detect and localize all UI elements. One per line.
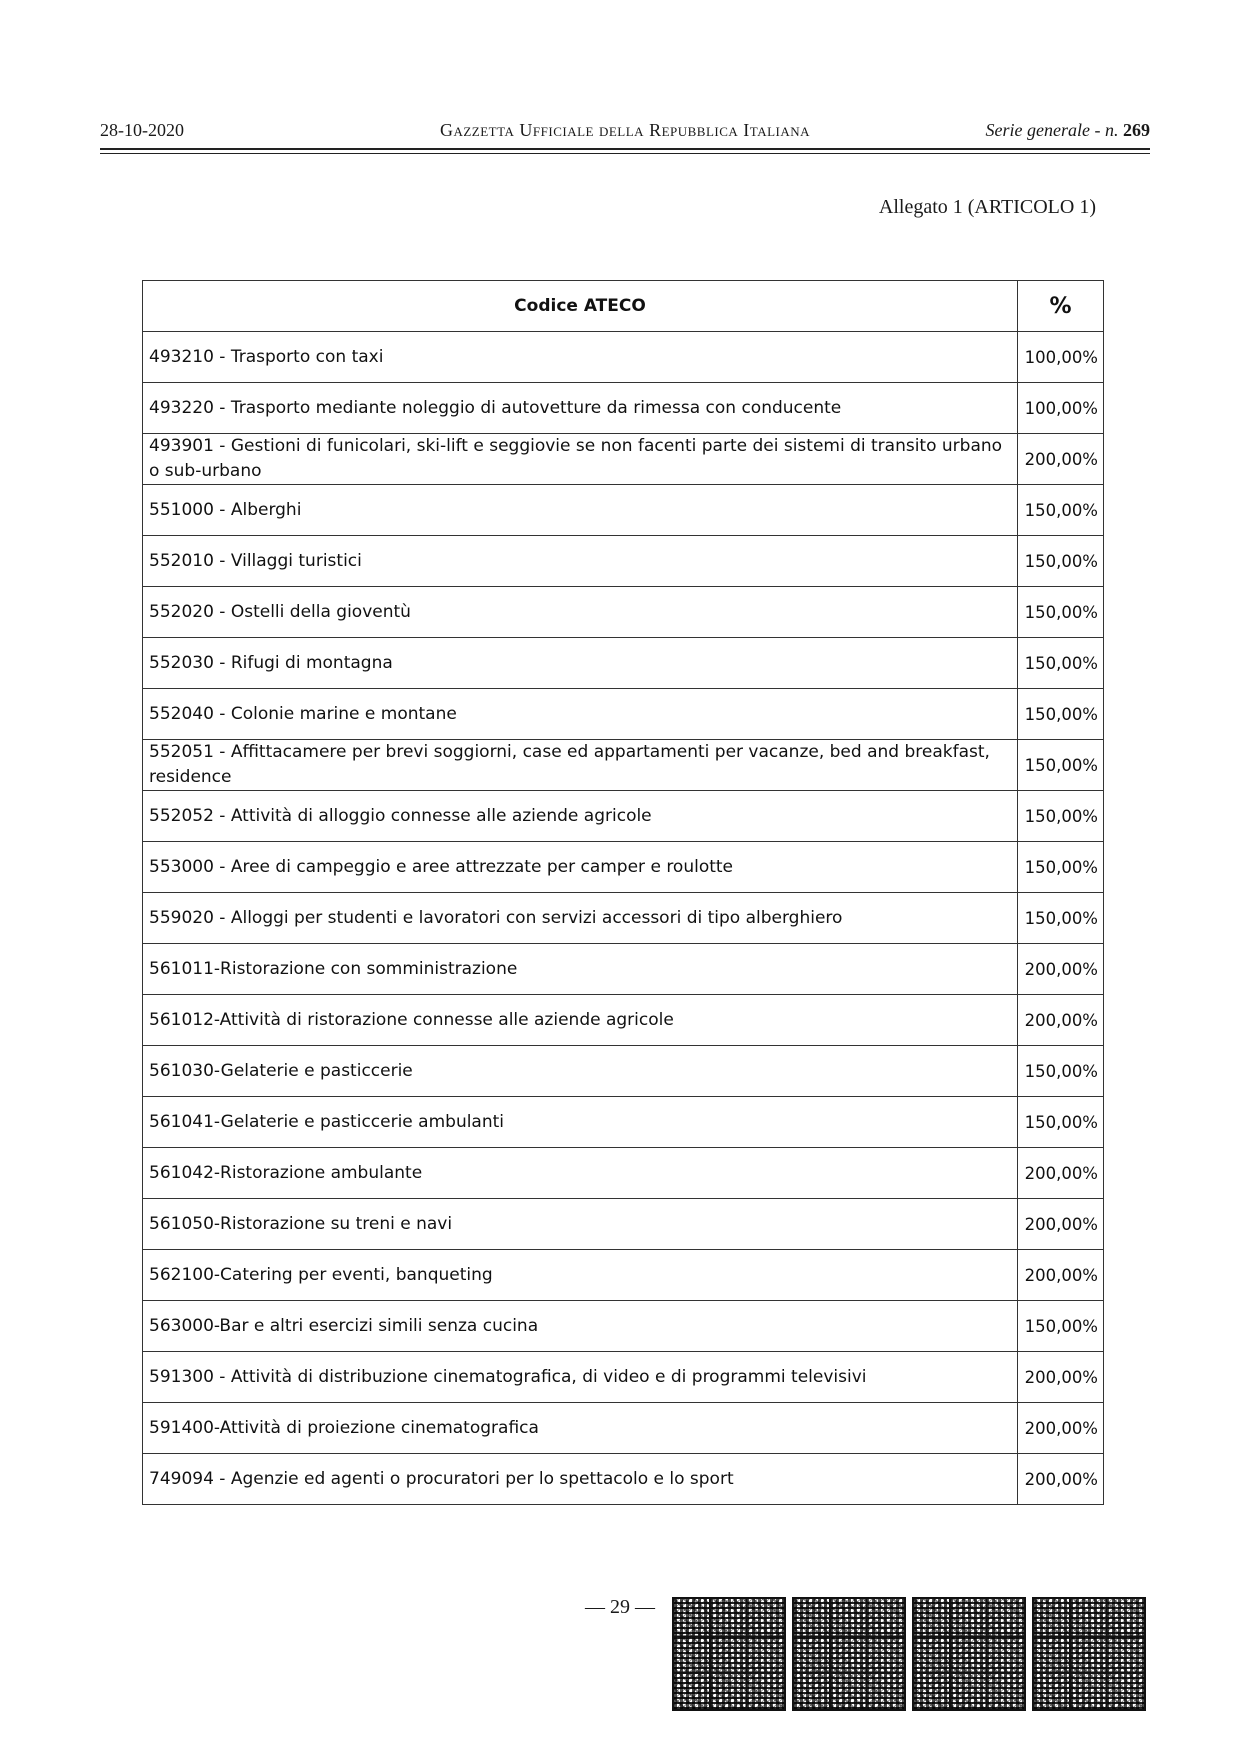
publication-date: 28-10-2020: [100, 120, 184, 140]
ateco-code-cell: 559020 - Alloggi per studenti e lavoratori con servizi accessori di tipo alberghiero: [143, 893, 1018, 944]
percent-cell: 200,00%: [1018, 434, 1104, 485]
percent-cell: 200,00%: [1018, 1199, 1104, 1250]
series-info: [986, 120, 1150, 141]
percent-cell: 150,00%: [1018, 740, 1104, 791]
table-row: [143, 1148, 1104, 1199]
percent-cell: 100,00%: [1018, 383, 1104, 434]
percent-cell: 150,00%: [1018, 1097, 1104, 1148]
table-row: [143, 485, 1104, 536]
table-row: [143, 1454, 1104, 1505]
qr-code-icon: [672, 1597, 786, 1711]
ateco-code-cell: 552051 - Affittacamere per brevi soggiorni, case ed appartamenti per vacanze, bed and breakfast, residence: [143, 740, 1018, 791]
table-row: [143, 791, 1104, 842]
table-row: [143, 536, 1104, 587]
table-row: [143, 944, 1104, 995]
table-row: [143, 1199, 1104, 1250]
ateco-code-cell: 552010 - Villaggi turistici: [143, 536, 1018, 587]
header-rule-thin: [100, 153, 1150, 154]
table-row: [143, 332, 1104, 383]
column-header-percent: %: [1018, 281, 1104, 332]
annex-label: Allegato 1 (ARTICOLO 1): [878, 196, 1096, 218]
ateco-code-cell: 552030 - Rifugi di montagna: [143, 638, 1018, 689]
percent-cell: 200,00%: [1018, 995, 1104, 1046]
percent-cell: 100,00%: [1018, 332, 1104, 383]
ateco-code-cell: 552020 - Ostelli della gioventù: [143, 587, 1018, 638]
percent-cell: 200,00%: [1018, 944, 1104, 995]
table-body: [143, 332, 1104, 1505]
ateco-code-cell: 591300 - Attività di distribuzione cinematografica, di video e di programmi televisivi: [143, 1352, 1018, 1403]
table-row: [143, 689, 1104, 740]
series-label: Serie generale - n.: [985, 120, 1119, 140]
ateco-code-cell: 551000 - Alberghi: [143, 485, 1018, 536]
percent-cell: 150,00%: [1018, 587, 1104, 638]
table-row: [143, 740, 1104, 791]
table-row: [143, 1097, 1104, 1148]
ateco-table: [142, 280, 1104, 1505]
ateco-code-cell: 553000 - Aree di campeggio e aree attrezzate per camper e roulotte: [143, 842, 1018, 893]
table-row: [143, 1046, 1104, 1097]
percent-cell: 150,00%: [1018, 1301, 1104, 1352]
ateco-code-cell: 493210 - Trasporto con taxi: [143, 332, 1018, 383]
percent-cell: 200,00%: [1018, 1403, 1104, 1454]
ateco-code-cell: 493220 - Trasporto mediante noleggio di autovetture da rimessa con conducente: [143, 383, 1018, 434]
page-number: — 29 —: [585, 1596, 655, 1618]
ateco-code-cell: 561041-Gelaterie e pasticcerie ambulanti: [143, 1097, 1018, 1148]
gazette-title: Gazzetta Ufficiale della Repubblica Italiana: [439, 120, 811, 140]
qr-code-strip: [672, 1597, 1152, 1712]
table-row: [143, 587, 1104, 638]
ateco-code-cell: 552040 - Colonie marine e montane: [143, 689, 1018, 740]
table-row: [143, 893, 1104, 944]
percent-cell: 150,00%: [1018, 638, 1104, 689]
ateco-code-cell: 561012-Attività di ristorazione connesse alle aziende agricole: [143, 995, 1018, 1046]
table-row: [143, 842, 1104, 893]
page-header: [100, 120, 1150, 144]
ateco-code-cell: 591400-Attività di proiezione cinematografica: [143, 1403, 1018, 1454]
ateco-code-cell: 561042-Ristorazione ambulante: [143, 1148, 1018, 1199]
table-row: [143, 638, 1104, 689]
column-header-code: Codice ATECO: [143, 281, 1018, 332]
table-header-row: [143, 281, 1104, 332]
header-rule-thick: [100, 148, 1150, 150]
ateco-code-cell: 561030-Gelaterie e pasticcerie: [143, 1046, 1018, 1097]
ateco-code-cell: 562100-Catering per eventi, banqueting: [143, 1250, 1018, 1301]
percent-cell: 150,00%: [1018, 791, 1104, 842]
table-row: [143, 995, 1104, 1046]
ateco-code-cell: 552052 - Attività di alloggio connesse alle aziende agricole: [143, 791, 1018, 842]
percent-cell: 150,00%: [1018, 893, 1104, 944]
percent-cell: 200,00%: [1018, 1148, 1104, 1199]
percent-cell: 200,00%: [1018, 1250, 1104, 1301]
series-number: 269: [1123, 120, 1150, 140]
ateco-code-cell: 749094 - Agenzie ed agenti o procuratori per lo spettacolo e lo sport: [143, 1454, 1018, 1505]
qr-code-icon: [792, 1597, 906, 1711]
percent-cell: 150,00%: [1018, 1046, 1104, 1097]
percent-cell: 200,00%: [1018, 1454, 1104, 1505]
percent-cell: 200,00%: [1018, 1352, 1104, 1403]
percent-cell: 150,00%: [1018, 536, 1104, 587]
table-row: [143, 434, 1104, 485]
table-row: [143, 1301, 1104, 1352]
percent-cell: 150,00%: [1018, 689, 1104, 740]
ateco-code-cell: 493901 - Gestioni di funicolari, ski-lift e seggiovie se non facenti parte dei sistemi di transito urbano o sub-urbano: [143, 434, 1018, 485]
ateco-code-cell: 563000-Bar e altri esercizi simili senza cucina: [143, 1301, 1018, 1352]
ateco-code-cell: 561011-Ristorazione con somministrazione: [143, 944, 1018, 995]
percent-cell: 150,00%: [1018, 485, 1104, 536]
table-row: [143, 383, 1104, 434]
table-row: [143, 1250, 1104, 1301]
ateco-code-cell: 561050-Ristorazione su treni e navi: [143, 1199, 1018, 1250]
percent-cell: 150,00%: [1018, 842, 1104, 893]
table-row: [143, 1352, 1104, 1403]
table-row: [143, 1403, 1104, 1454]
qr-code-icon: [1032, 1597, 1146, 1711]
qr-code-icon: [912, 1597, 1026, 1711]
